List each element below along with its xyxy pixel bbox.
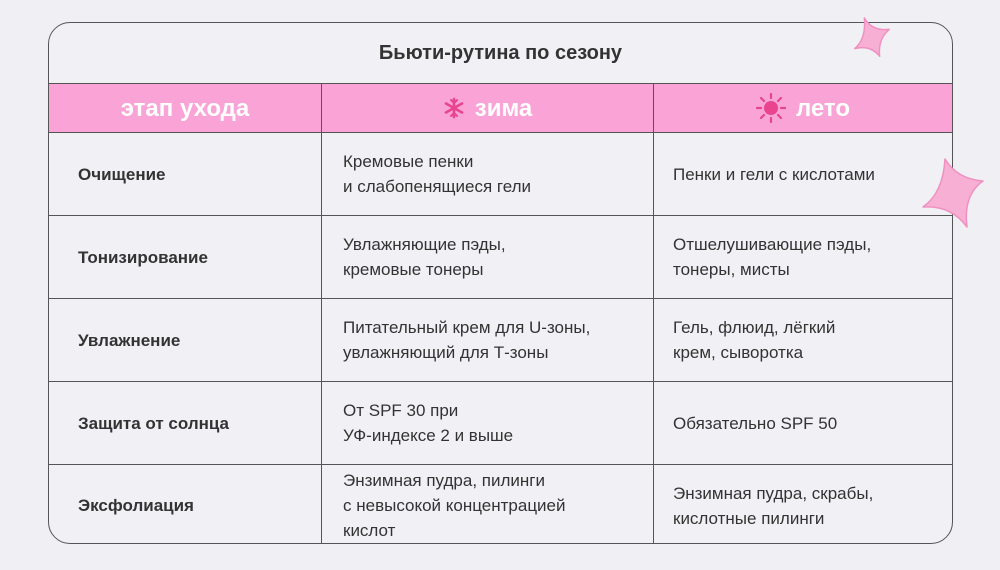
winter-cell: Энзимная пудра, пилинги с невысокой концентрацией кислот [322, 465, 654, 544]
stage-cell: Эксфолиация [49, 465, 322, 544]
winter-cell: Увлажняющие пэды, кремовые тонеры [322, 216, 654, 298]
star-decoration-icon [848, 14, 896, 64]
header-winter [322, 84, 654, 132]
star-decoration-icon [918, 155, 988, 231]
sun-icon [756, 93, 786, 123]
table-row [49, 465, 952, 544]
winter-cell: Питательный крем для U-зоны, увлажняющий для Т-зоны [322, 299, 654, 381]
table-row [49, 382, 952, 465]
stage-cell: Увлажнение [49, 299, 322, 381]
header-summer-label: лето [795, 94, 851, 122]
stage-cell: Тонизирование [49, 216, 322, 298]
header-stage: этап ухода [49, 84, 322, 132]
summer-cell: Отшелушивающие пэды, тонеры, мисты [673, 235, 872, 279]
table-row [49, 299, 952, 382]
summer-cell: Обязательно SPF 50 [673, 413, 838, 433]
table-header [49, 84, 952, 133]
table-row [49, 133, 952, 216]
winter-cell: Кремовые пенки и слабопенящиеся гели [322, 133, 654, 215]
summer-cell: Гель, флюид, лёгкий крем, сыворотка [673, 318, 836, 362]
stage-cell: Очищение [49, 133, 322, 215]
header-winter-label: зима [474, 94, 533, 122]
table-row [49, 216, 952, 299]
header-summer [654, 84, 952, 132]
season-table-card [48, 22, 953, 544]
stage-cell: Защита от солнца [49, 382, 322, 464]
summer-cell: Энзимная пудра, скрабы, кислотные пилинги [673, 483, 874, 528]
summer-cell: Пенки и гели с кислотами [673, 164, 875, 184]
winter-cell: От SPF 30 при УФ-индексе 2 и выше [322, 382, 654, 464]
table-title: Бьюти-рутина по сезону [49, 23, 952, 84]
snowflake-icon [443, 97, 465, 119]
